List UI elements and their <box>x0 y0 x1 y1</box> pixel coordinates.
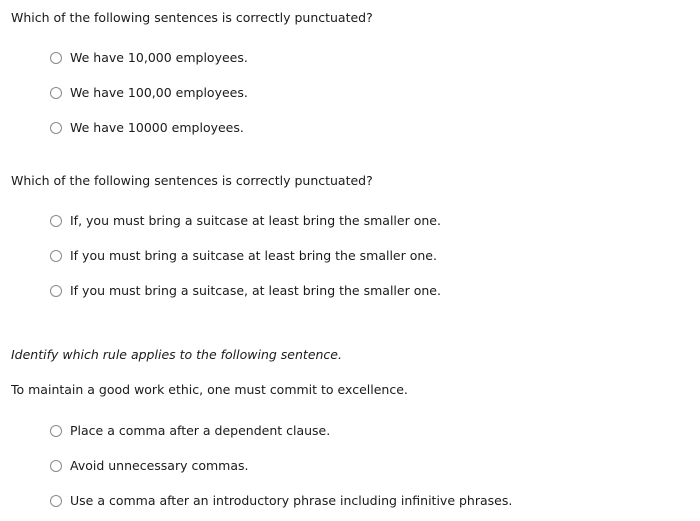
radio-button[interactable] <box>50 52 62 64</box>
radio-button[interactable] <box>50 215 62 227</box>
q3-option-1[interactable] <box>50 423 330 439</box>
radio-button[interactable] <box>50 250 62 262</box>
q1-option-3[interactable] <box>50 120 244 136</box>
q2-option-1-label: If, you must bring a suitcase at least bring the smaller one. <box>70 213 441 228</box>
radio-button[interactable] <box>50 460 62 472</box>
q2-option-1[interactable] <box>50 213 441 229</box>
question-1-prompt: Which of the following sentences is correctly punctuated? <box>11 10 373 25</box>
q1-option-2[interactable] <box>50 85 248 101</box>
q1-option-2-label: We have 100,00 employees. <box>70 85 248 100</box>
q1-option-1-label: We have 10,000 employees. <box>70 50 248 65</box>
question-3-instruction: Identify which rule applies to the following sentence. <box>11 347 342 362</box>
q3-option-2-label: Avoid unnecessary commas. <box>70 458 249 473</box>
q3-option-1-label: Place a comma after a dependent clause. <box>70 423 331 438</box>
q3-option-3-label: Use a comma after an introductory phrase including infinitive phrases. <box>70 493 513 508</box>
q3-option-3[interactable] <box>50 493 512 509</box>
radio-button[interactable] <box>50 122 62 134</box>
question-3-sentence: To maintain a good work ethic, one must commit to excellence. <box>11 382 408 397</box>
q1-option-1[interactable] <box>50 50 248 66</box>
radio-button[interactable] <box>50 285 62 297</box>
radio-button[interactable] <box>50 87 62 99</box>
q2-option-2-label: If you must bring a suitcase at least bring the smaller one. <box>70 248 437 263</box>
q2-option-3-label: If you must bring a suitcase, at least bring the smaller one. <box>70 283 441 298</box>
question-2-prompt: Which of the following sentences is correctly punctuated? <box>11 173 373 188</box>
q3-option-2[interactable] <box>50 458 248 474</box>
q1-option-3-label: We have 10000 employees. <box>70 120 244 135</box>
radio-button[interactable] <box>50 425 62 437</box>
q2-option-2[interactable] <box>50 248 437 264</box>
q2-option-3[interactable] <box>50 283 441 299</box>
radio-button[interactable] <box>50 495 62 507</box>
